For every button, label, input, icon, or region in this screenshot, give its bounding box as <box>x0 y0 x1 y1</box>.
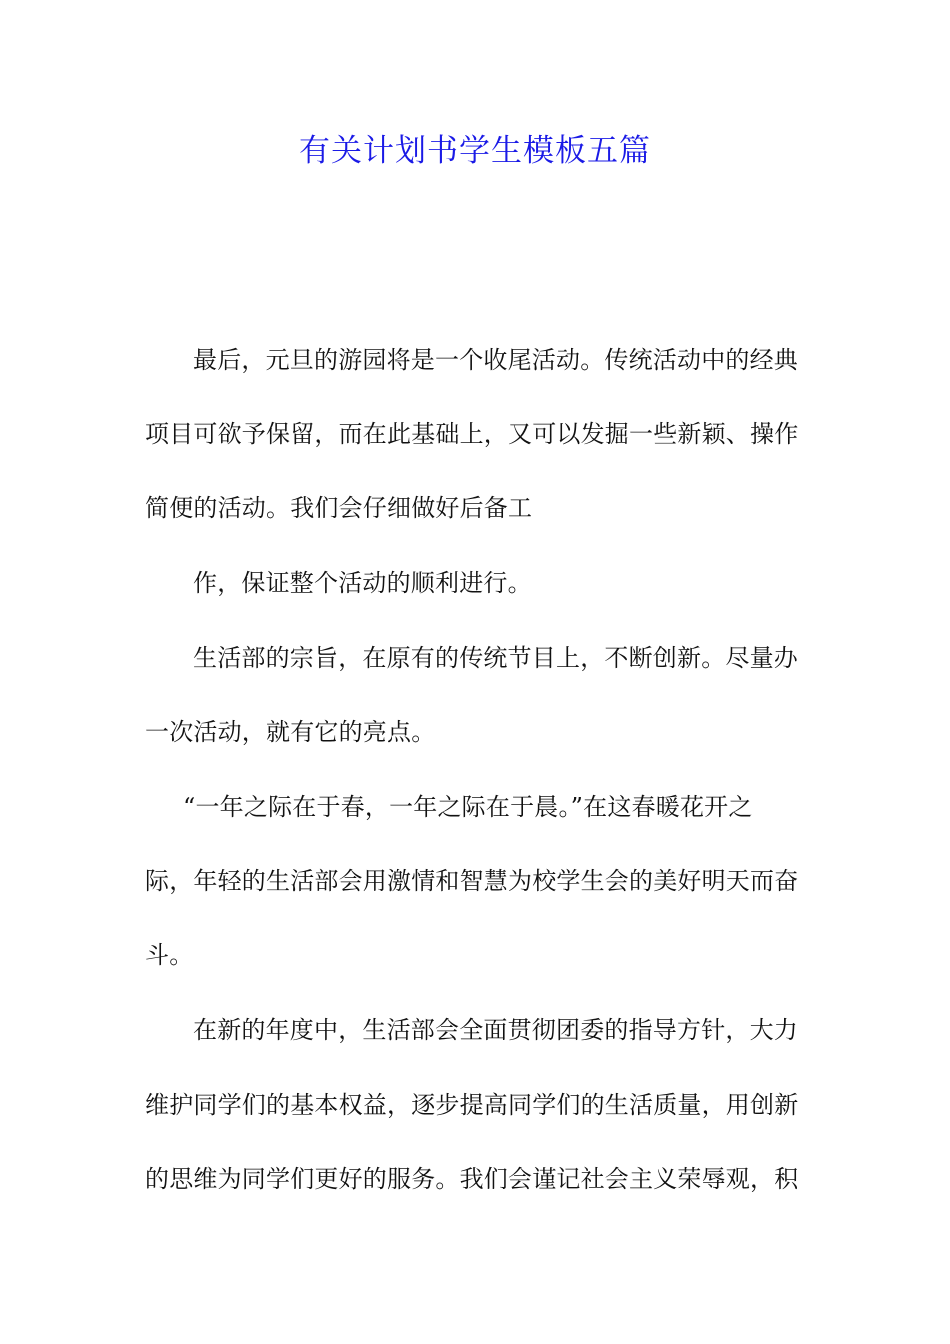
text-line: 简便的活动。我们会仔细做好后备工 <box>145 494 533 522</box>
text-line: 维护同学们的基本权益，逐步提高同学们的生活质量，用创新 <box>145 1091 799 1119</box>
text-line: 项目可欲予保留，而在此基础上，又可以发掘一些新颖、操作 <box>145 420 799 448</box>
text-line: 在新的年度中，生活部会全面贯彻团委的指导方针，大力 <box>193 1016 798 1044</box>
text-line: 际，年轻的生活部会用激情和智慧为校学生会的美好明天而奋 <box>145 867 799 895</box>
text-line: 一次活动，就有它的亮点。 <box>145 718 436 746</box>
text-line: 的思维为同学们更好的服务。我们会谨记社会主义荣辱观，积 <box>145 1165 799 1193</box>
text-line: “一年之际在于春，一年之际在于晨。”在这春暖花开之 <box>183 793 753 821</box>
document-title: 有关计划书学生模板五篇 <box>299 133 651 169</box>
text-line: 斗。 <box>145 941 194 969</box>
text-line: 最后，元旦的游园将是一个收尾活动。传统活动中的经典 <box>193 346 798 374</box>
text-line: 作，保证整个活动的顺利进行。 <box>193 569 532 597</box>
text-line: 生活部的宗旨，在原有的传统节目上，不断创新。尽量办 <box>193 644 798 672</box>
